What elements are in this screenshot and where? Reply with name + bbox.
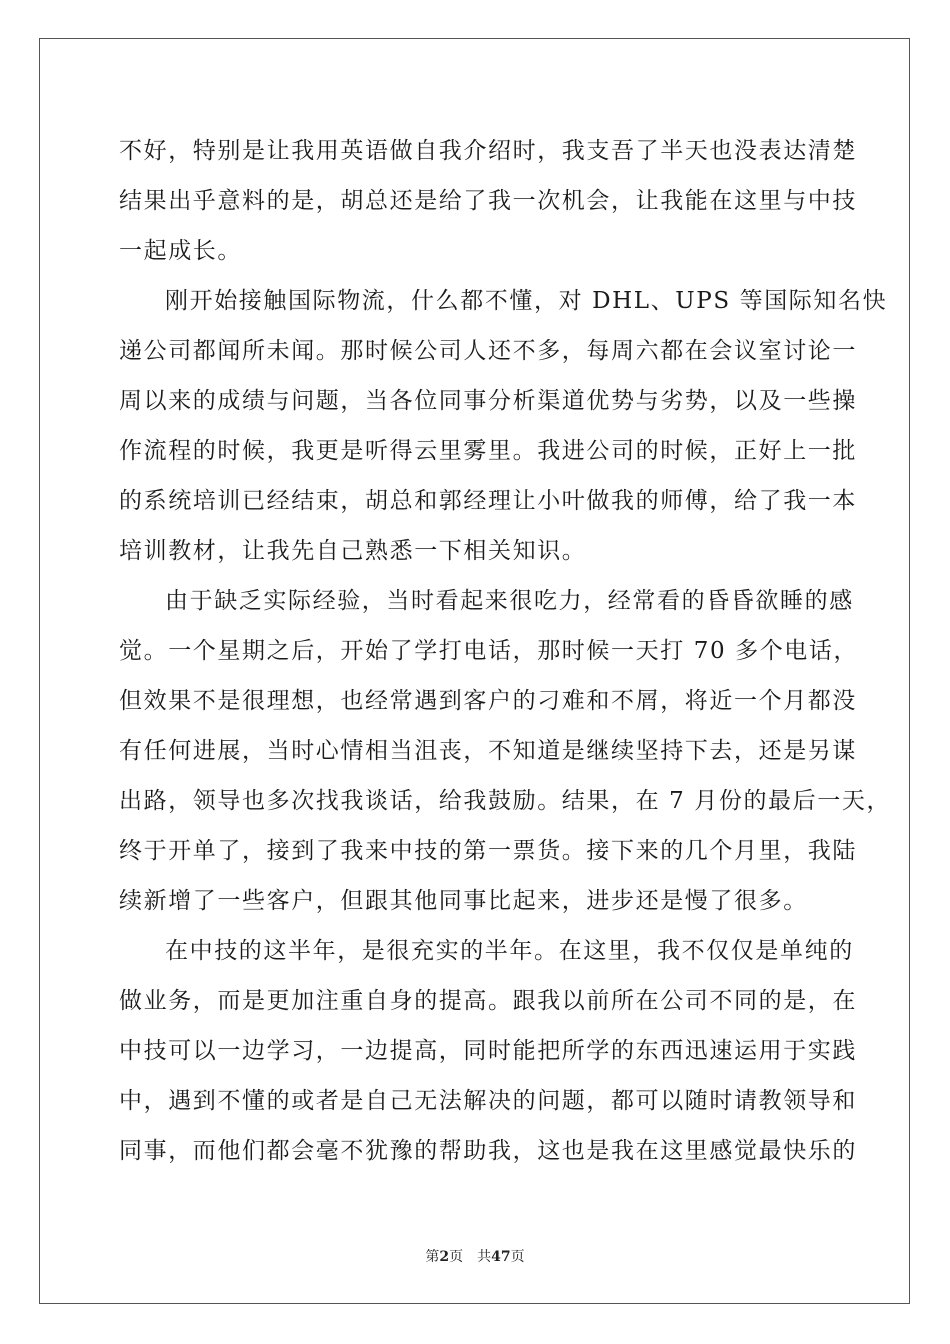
text-line: 中，遇到不懂的或者是自己无法解决的问题，都可以随时请教领导和 bbox=[119, 1088, 857, 1114]
page-number: 2 bbox=[439, 1249, 450, 1265]
text-line: 中技可以一边学习，一边提高，同时能把所学的东西迅速运用于实践 bbox=[119, 1038, 857, 1064]
page-footer bbox=[0, 1248, 950, 1266]
text-line: 同事，而他们都会毫不犹豫的帮助我，这也是我在这里感觉最快乐的 bbox=[119, 1138, 857, 1164]
text-line: 作流程的时候，我更是听得云里雾里。我进公司的时候，正好上一批 bbox=[119, 438, 857, 464]
text-line: 培训教材，让我先自己熟悉一下相关知识。 bbox=[119, 538, 587, 564]
text-line: 有任何进展，当时心情相当沮丧，不知道是继续坚持下去，还是另谋 bbox=[119, 738, 857, 764]
page-label-suffix: 页 bbox=[449, 1249, 464, 1265]
text-line: 终于开单了，接到了我来中技的第一票货。接下来的几个月里，我陆 bbox=[119, 838, 857, 864]
text-line: 周以来的成绩与问题，当各位同事分析渠道优势与劣势，以及一些操 bbox=[119, 388, 857, 414]
text-line: 做业务，而是更加注重自身的提高。跟我以前所在公司不同的是，在 bbox=[119, 988, 857, 1014]
text-line: 不好，特别是让我用英语做自我介绍时，我支吾了半天也没表达清楚 bbox=[119, 138, 857, 164]
total-pages: 47 bbox=[491, 1249, 511, 1265]
text-line: 出路，领导也多次找我谈话，给我鼓励。结果，在 7 月份的最后一天， bbox=[119, 788, 892, 814]
text-line: 由于缺乏实际经验，当时看起来很吃力，经常看的昏昏欲睡的感 bbox=[165, 588, 854, 614]
text-line: 一起成长。 bbox=[119, 238, 242, 264]
text-line: 续新增了一些客户，但跟其他同事比起来，进步还是慢了很多。 bbox=[119, 888, 808, 914]
text-line: 结果出乎意料的是，胡总还是给了我一次机会，让我能在这里与中技 bbox=[119, 188, 857, 214]
text-line: 的系统培训已经结束，胡总和郭经理让小叶做我的师傅，给了我一本 bbox=[119, 488, 857, 514]
page-label-prefix: 第 bbox=[425, 1249, 440, 1265]
text-line: 在中技的这半年，是很充实的半年。在这里，我不仅仅是单纯的 bbox=[165, 938, 854, 964]
text-line: 觉。一个星期之后，开始了学打电话，那时候一天打 70 多个电话， bbox=[119, 638, 859, 664]
total-label-suffix: 页 bbox=[510, 1249, 525, 1265]
total-label-prefix: 共 bbox=[477, 1249, 492, 1265]
text-line: 刚开始接触国际物流，什么都不懂，对 DHL、UPS 等国际知名快 bbox=[165, 288, 888, 314]
text-line: 但效果不是很理想，也经常遇到客户的刁难和不屑，将近一个月都没 bbox=[119, 688, 857, 714]
text-line: 递公司都闻所未闻。那时候公司人还不多，每周六都在会议室讨论一 bbox=[119, 338, 857, 364]
